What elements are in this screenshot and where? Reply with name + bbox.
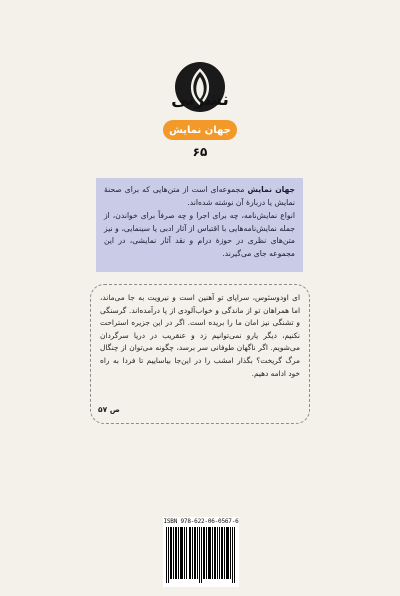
isbn-number: ISBN 978-622-06-0567-6 [163,518,239,525]
description-lead: جهان نمایش [247,185,296,194]
description-rest: مجموعه‌ای است از متن‌هایی که برای صحنهٔ نمایش یا دربارهٔ آن نوشته شده‌اند. [104,185,295,207]
series-number: ۶۵ [192,145,208,159]
description-paragraph-1 [104,184,295,209]
excerpt-box [90,284,310,424]
isbn-barcode [163,517,239,587]
series-description-box [96,178,303,272]
series-label: جهان نمایش [163,120,237,140]
excerpt-page-ref: ص ۵۷ [98,405,120,414]
barcode-icon [166,527,236,583]
description-paragraph-2: انواع نمایش‌نامه، چه برای اجرا و چه صرفاً برای خواندن، از جمله نمایش‌نامه‌هایی با اقتباس از آثار ادبی یا سینمایی، و نیز متن‌های نظری در حوزهٔ درام و نقد آثار نمایشی، در این مجموعه جای می‌گیرند. [104,211,295,258]
excerpt-text: ای اودوسئوس، سراپای تو آهنین است و نیرویت به جا می‌ماند، اما همراهان تو از ماندگی و خواب‌آلودی از پا درآمده‌اند. گرسنگی و تشنگی نیز امان ما را بریده است. اگر در این جزیره استراحت نکنیم، دیگر یارو نمی‌توانیم زد و عنقریب در دریا سرگردان می‌شویم. اگر ناگهان طوفانی سر برسد، چگونه می‌توان از چنگال مرگ گریخت؟ بگذار امشب را در این‌جا بیاساییم تا فردا به راه خود ادامه دهیم. [100,293,300,378]
publisher-name: نشرنی [171,90,229,110]
